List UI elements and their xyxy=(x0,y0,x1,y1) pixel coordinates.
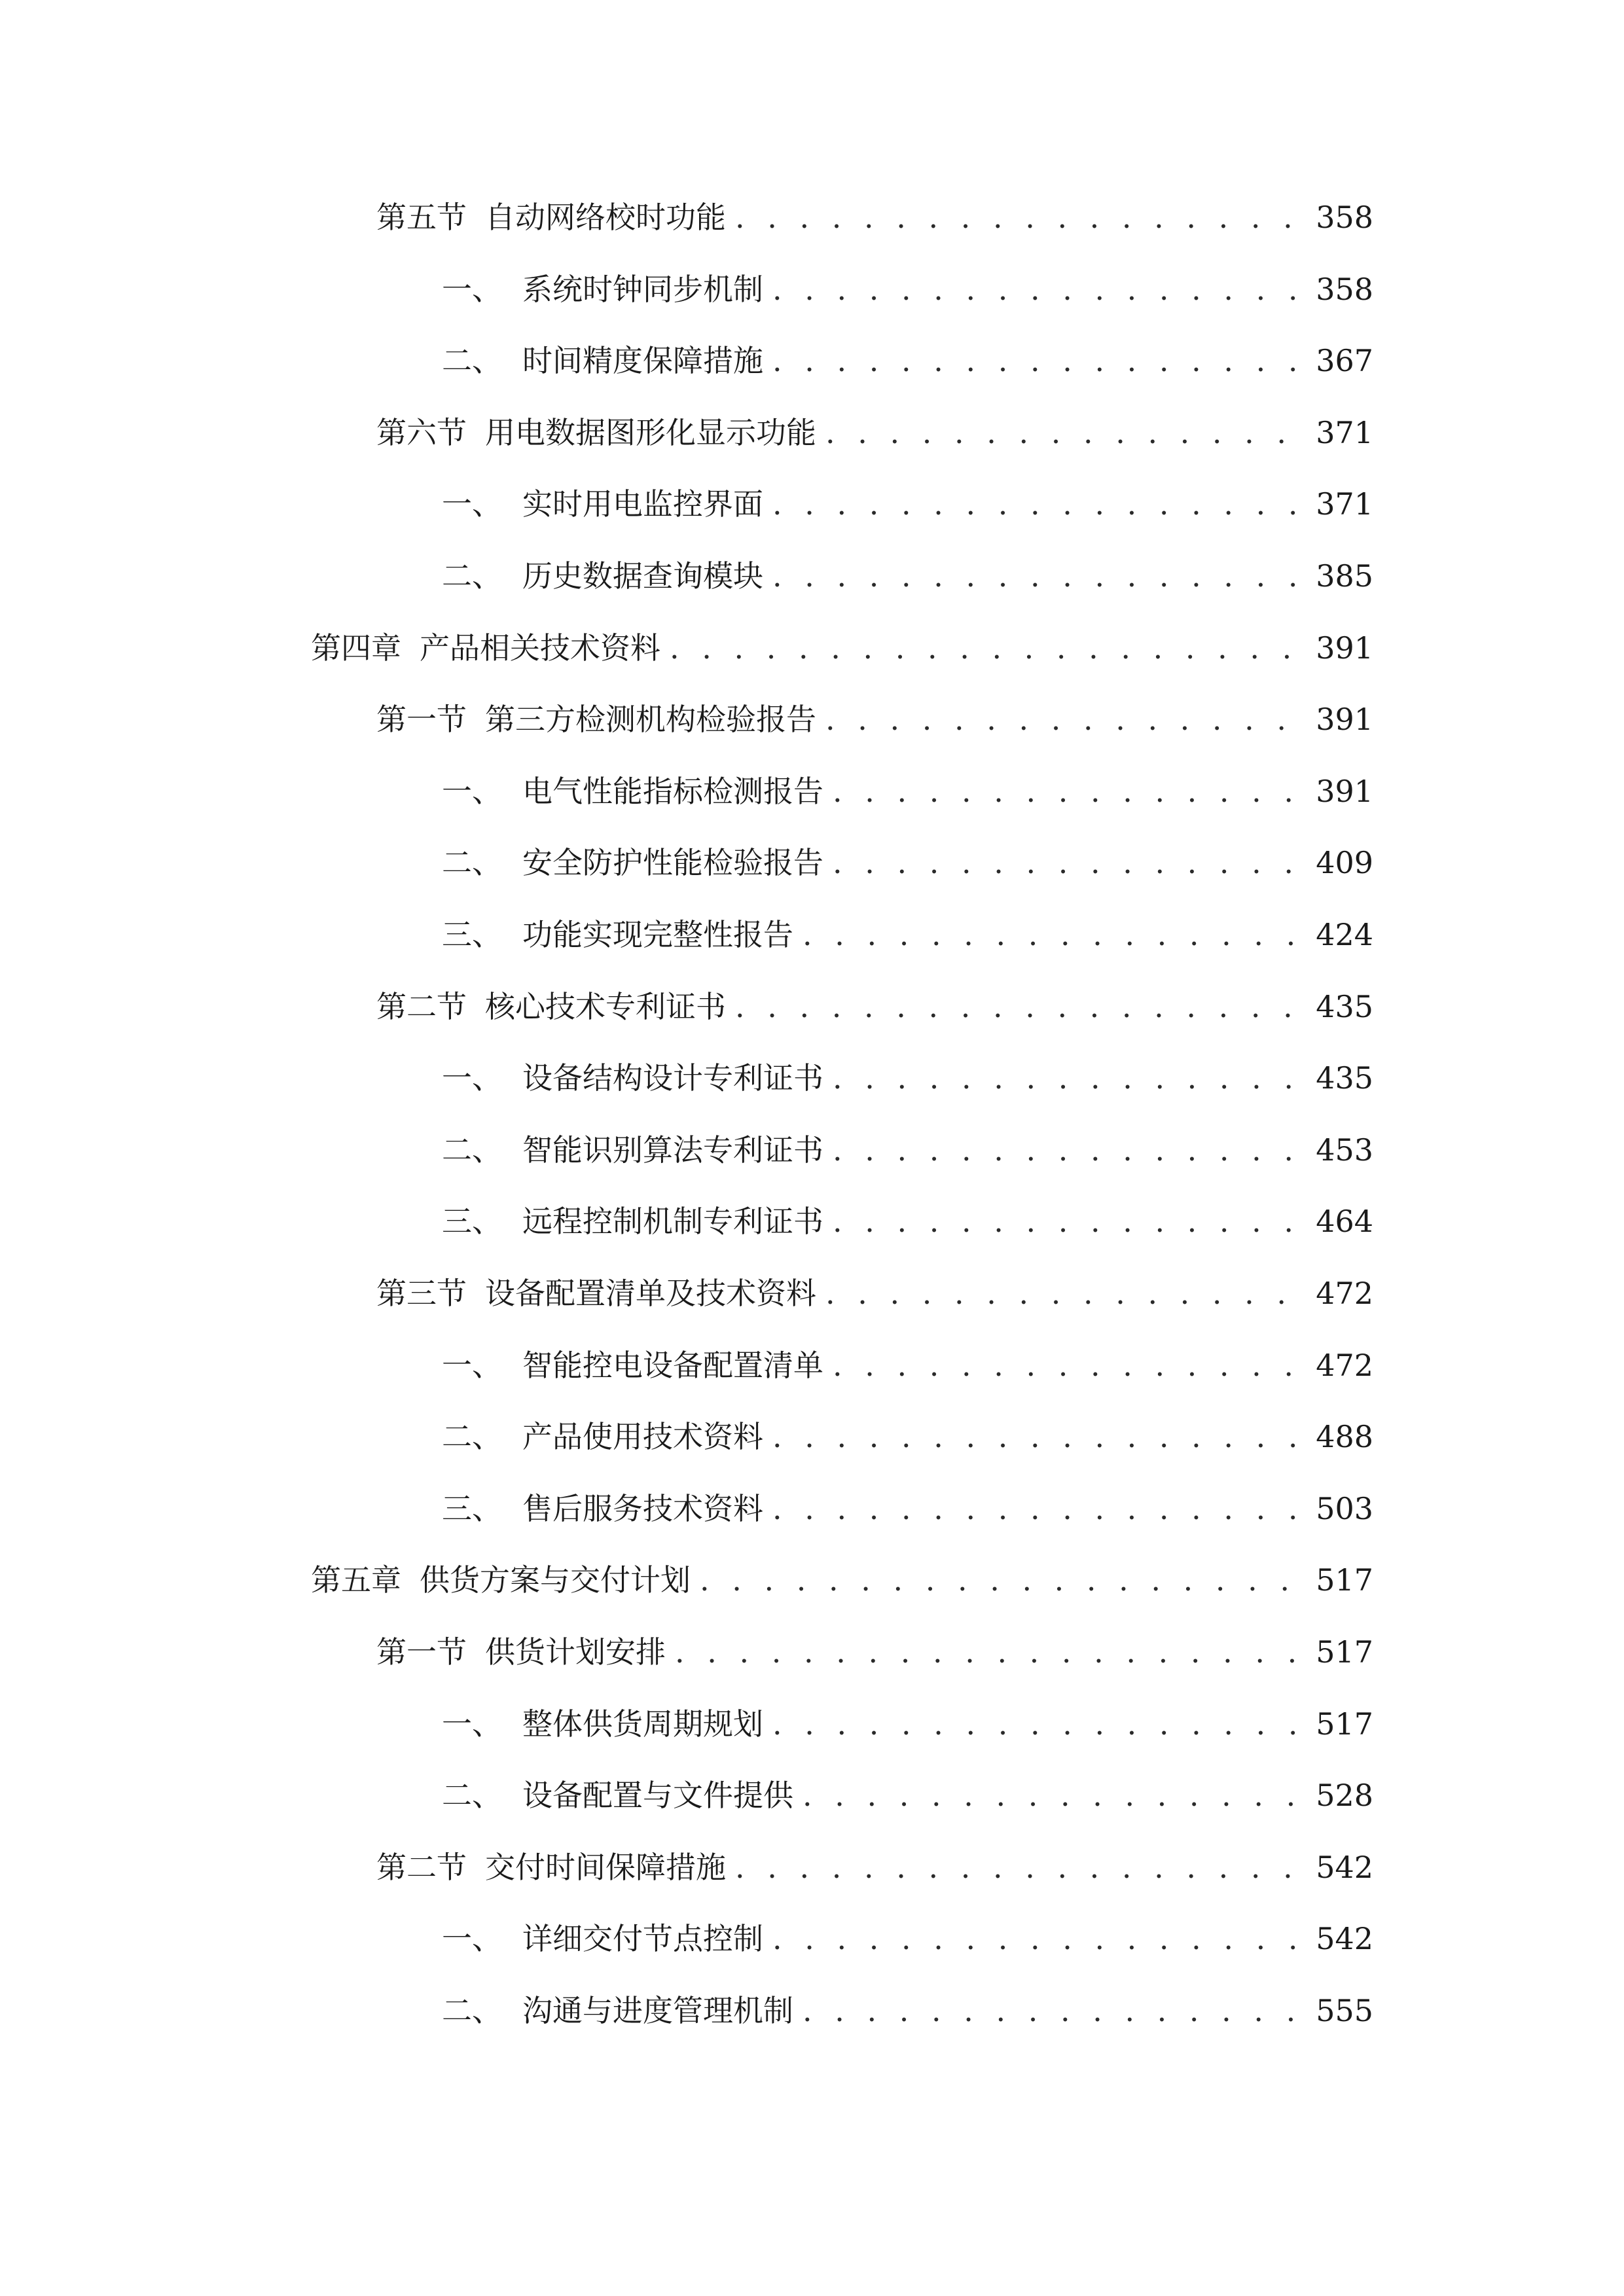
dot-leader xyxy=(772,1410,1304,1463)
toc-entry-section[interactable] xyxy=(376,1267,1373,1319)
toc-entry-item[interactable] xyxy=(442,1410,1373,1463)
toc-entry-title: 历史数据查询模块 xyxy=(522,558,763,594)
toc-entry-section[interactable] xyxy=(376,1626,1373,1678)
toc-entry-title: 产品使用技术资料 xyxy=(522,1419,763,1454)
toc-entry-title: 供货计划安排 xyxy=(485,1634,666,1670)
toc-entry-number: 三、 xyxy=(442,1204,502,1239)
toc-entry-label xyxy=(442,1984,793,2037)
toc-entry-item[interactable] xyxy=(442,1124,1373,1176)
toc-entry-title: 详细交付节点控制 xyxy=(522,1921,763,1956)
toc-entry-number: 二、 xyxy=(442,558,502,594)
toc-entry-item[interactable] xyxy=(442,1698,1373,1750)
dot-leader xyxy=(833,1124,1304,1176)
toc-entry-number: 第三节 xyxy=(376,1276,467,1311)
toc-entry-number: 第一节 xyxy=(376,1634,467,1670)
toc-entry-title: 电气性能指标检测报告 xyxy=(522,774,823,809)
toc-entry-page-number: 453 xyxy=(1316,1132,1373,1168)
toc-entry-section[interactable] xyxy=(376,406,1373,459)
toc-entry-number: 第四章 xyxy=(311,630,401,666)
toc-entry-title: 自动网络校时功能 xyxy=(485,200,726,235)
toc-entry-title: 远程控制机制专利证书 xyxy=(522,1204,823,1239)
dot-leader xyxy=(700,1554,1304,1606)
toc-entry-label xyxy=(376,1841,726,1893)
toc-entry-label xyxy=(442,1769,793,1821)
toc-entry-number: 第五章 xyxy=(311,1562,401,1598)
toc-entry-number: 三、 xyxy=(442,917,502,952)
toc-entry-title: 第三方检测机构检验报告 xyxy=(485,702,816,737)
toc-entry-number: 一、 xyxy=(442,272,502,307)
toc-entry-number: 一、 xyxy=(442,774,502,809)
toc-entry-page-number: 517 xyxy=(1316,1634,1373,1670)
toc-entry-page-number: 555 xyxy=(1316,1993,1373,2028)
toc-entry-item[interactable] xyxy=(442,908,1373,961)
toc-entry-title: 售后服务技术资料 xyxy=(522,1491,763,1526)
toc-entry-label xyxy=(442,1052,823,1104)
dot-leader xyxy=(825,693,1304,745)
toc-entry-item[interactable] xyxy=(442,1769,1373,1821)
dot-leader xyxy=(772,1912,1304,1965)
toc-entry-item[interactable] xyxy=(442,478,1373,530)
toc-entry-section[interactable] xyxy=(376,191,1373,243)
toc-entry-label xyxy=(442,550,763,602)
dot-leader xyxy=(772,263,1304,315)
toc-entry-label xyxy=(442,1482,763,1535)
toc-entry-label xyxy=(376,1267,816,1319)
toc-entry-label xyxy=(442,1195,823,1247)
toc-entry-number: 第一节 xyxy=(376,702,467,737)
toc-entry-page-number: 424 xyxy=(1316,917,1373,952)
toc-entry-number: 一、 xyxy=(442,1706,502,1742)
toc-entry-label xyxy=(376,980,726,1033)
toc-entry-label xyxy=(442,1124,823,1176)
toc-entry-item[interactable] xyxy=(442,765,1373,817)
dot-leader xyxy=(772,550,1304,602)
toc-entry-item[interactable] xyxy=(442,550,1373,602)
toc-entry-number: 二、 xyxy=(442,1419,502,1454)
toc-entry-title: 核心技术专利证书 xyxy=(485,989,726,1024)
toc-entry-label xyxy=(442,765,823,817)
toc-entry-title: 设备配置与文件提供 xyxy=(522,1778,793,1813)
toc-entry-title: 系统时钟同步机制 xyxy=(522,272,763,307)
toc-entry-page-number: 503 xyxy=(1316,1491,1373,1526)
toc-entry-label xyxy=(376,693,816,745)
dot-leader xyxy=(675,1626,1304,1678)
toc-entry-title: 实时用电监控界面 xyxy=(522,486,763,522)
toc-entry-label xyxy=(442,908,793,961)
toc-entry-number: 一、 xyxy=(442,1921,502,1956)
toc-entry-title: 设备结构设计专利证书 xyxy=(522,1060,823,1096)
toc-entry-label xyxy=(442,1912,763,1965)
toc-entry-label xyxy=(442,334,763,387)
toc-entry-title: 设备配置清单及技术资料 xyxy=(485,1276,816,1311)
toc-entry-title: 交付时间保障措施 xyxy=(485,1850,726,1885)
toc-entry-number: 二、 xyxy=(442,1993,502,2028)
toc-entry-page-number: 517 xyxy=(1316,1706,1373,1742)
toc-entry-title: 整体供货周期规划 xyxy=(522,1706,763,1742)
toc-entry-item[interactable] xyxy=(442,334,1373,387)
dot-leader xyxy=(803,1984,1304,2037)
toc-entry-page-number: 391 xyxy=(1316,630,1373,666)
toc-entry-page-number: 542 xyxy=(1316,1921,1373,1956)
toc-entry-page-number: 435 xyxy=(1316,989,1373,1024)
toc-entry-page-number: 409 xyxy=(1316,845,1373,880)
toc-entry-label xyxy=(442,1698,763,1750)
dot-leader xyxy=(833,765,1304,817)
toc-entry-title: 功能实现完整性报告 xyxy=(522,917,793,952)
toc-entry-title: 产品相关技术资料 xyxy=(420,630,660,666)
toc-entry-number: 第二节 xyxy=(376,1850,467,1885)
toc-entry-number: 一、 xyxy=(442,486,502,522)
dot-leader xyxy=(772,1482,1304,1535)
toc-entry-title: 供货方案与交付计划 xyxy=(420,1562,691,1598)
toc-entry-number: 二、 xyxy=(442,1132,502,1168)
toc-entry-item[interactable] xyxy=(442,1195,1373,1247)
toc-entry-item[interactable] xyxy=(442,1482,1373,1535)
dot-leader xyxy=(803,908,1304,961)
toc-entry-section[interactable] xyxy=(376,1841,1373,1893)
toc-entry-section[interactable] xyxy=(376,693,1373,745)
toc-entry-label xyxy=(442,478,763,530)
toc-entry-item[interactable] xyxy=(442,1052,1373,1104)
toc-entry-page-number: 371 xyxy=(1316,415,1373,450)
dot-leader xyxy=(772,334,1304,387)
toc-entry-label xyxy=(376,406,816,459)
toc-entry-number: 二、 xyxy=(442,343,502,378)
dot-leader xyxy=(772,1698,1304,1750)
toc-entry-chapter[interactable] xyxy=(311,1554,1373,1606)
toc-entry-page-number: 517 xyxy=(1316,1562,1373,1598)
toc-entry-page-number: 358 xyxy=(1316,200,1373,235)
toc-entry-page-number: 385 xyxy=(1316,558,1373,594)
toc-entry-title: 时间精度保障措施 xyxy=(522,343,763,378)
toc-entry-item[interactable] xyxy=(442,1984,1373,2037)
toc-entry-title: 安全防护性能检验报告 xyxy=(522,845,823,880)
toc-entry-page-number: 367 xyxy=(1316,343,1373,378)
toc-entry-section[interactable] xyxy=(376,980,1373,1033)
toc-entry-number: 第五节 xyxy=(376,200,467,235)
toc-entry-number: 二、 xyxy=(442,845,502,880)
toc-entry-item[interactable] xyxy=(442,1339,1373,1391)
dot-leader xyxy=(803,1769,1304,1821)
dot-leader xyxy=(833,1052,1304,1104)
toc-entry-number: 第六节 xyxy=(376,415,467,450)
toc-entry-label xyxy=(311,1554,691,1606)
toc-entry-page-number: 472 xyxy=(1316,1348,1373,1383)
toc-entry-number: 一、 xyxy=(442,1060,502,1096)
toc-entry-title: 智能控电设备配置清单 xyxy=(522,1348,823,1383)
dot-leader xyxy=(825,1267,1304,1319)
toc-entry-page-number: 488 xyxy=(1316,1419,1373,1454)
toc-entry-page-number: 542 xyxy=(1316,1850,1373,1885)
toc-entry-page-number: 391 xyxy=(1316,702,1373,737)
toc-entry-page-number: 391 xyxy=(1316,774,1373,809)
toc-entry-page-number: 472 xyxy=(1316,1276,1373,1311)
dot-leader xyxy=(825,406,1304,459)
toc-entry-number: 二、 xyxy=(442,1778,502,1813)
toc-entry-label xyxy=(376,191,726,243)
toc-entry-label xyxy=(442,1410,763,1463)
toc-entry-label xyxy=(376,1626,666,1678)
dot-leader xyxy=(735,980,1304,1033)
toc-entry-item[interactable] xyxy=(442,263,1373,315)
toc-entry-chapter[interactable] xyxy=(311,622,1373,674)
dot-leader xyxy=(833,1339,1304,1391)
dot-leader xyxy=(735,1841,1304,1893)
toc-entry-page-number: 435 xyxy=(1316,1060,1373,1096)
dot-leader xyxy=(833,1195,1304,1247)
toc-entry-label xyxy=(442,1339,823,1391)
toc-entry-page-number: 528 xyxy=(1316,1778,1373,1813)
toc-entry-page-number: 358 xyxy=(1316,272,1373,307)
toc-entry-number: 三、 xyxy=(442,1491,502,1526)
dot-leader xyxy=(670,622,1304,674)
toc-entry-title: 沟通与进度管理机制 xyxy=(522,1993,793,2028)
toc-entry-number: 一、 xyxy=(442,1348,502,1383)
toc-entry-item[interactable] xyxy=(442,1912,1373,1965)
toc-entry-page-number: 464 xyxy=(1316,1204,1373,1239)
dot-leader xyxy=(772,478,1304,530)
dot-leader xyxy=(735,191,1304,243)
toc-entry-page-number: 371 xyxy=(1316,486,1373,522)
toc-entry-title: 用电数据图形化显示功能 xyxy=(485,415,816,450)
toc-entry-item[interactable] xyxy=(442,836,1373,889)
toc-entry-label xyxy=(442,263,763,315)
toc-entry-label xyxy=(442,836,823,889)
dot-leader xyxy=(833,836,1304,889)
toc-entry-label xyxy=(311,622,660,674)
toc-entry-number: 第二节 xyxy=(376,989,467,1024)
toc-entry-title: 智能识别算法专利证书 xyxy=(522,1132,823,1168)
